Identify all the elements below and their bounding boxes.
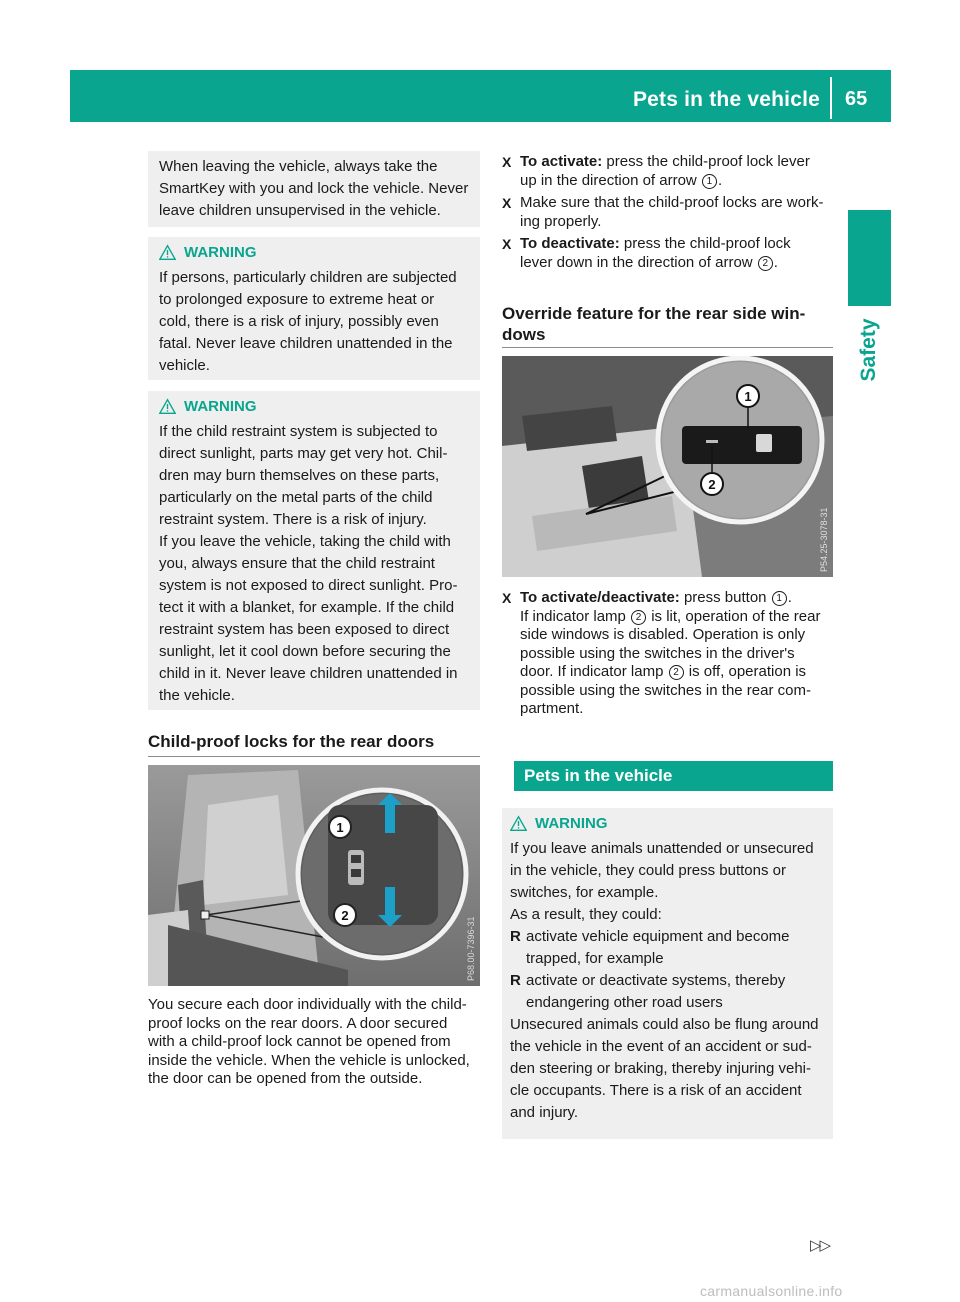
svg-text:2: 2 [708, 477, 716, 492]
continued-icon: ▷▷ [810, 1237, 830, 1254]
svg-text:2: 2 [341, 908, 349, 923]
warning-line: switches, for example. [510, 884, 659, 901]
warning-line: in the vehicle, they could press buttons or [510, 862, 786, 879]
warning-line: dren may burn themselves on these parts, [159, 467, 440, 484]
warning-line: child in it. Never leave children unattended in [159, 665, 458, 682]
warning-line: den steering or braking, thereby injuring vehi- [510, 1060, 812, 1077]
step-marker: X [502, 236, 512, 252]
callout-1: 1 [772, 591, 787, 606]
step-marker: X [502, 590, 512, 606]
warning-line: the vehicle in the event of an accident or sud- [510, 1038, 812, 1055]
step-activate: X To activate: press the child-proof lock lever up in the direction of arrow 1 . [502, 153, 810, 189]
header-divider [830, 77, 832, 119]
warning-line: Unsecured animals could also be flung around [510, 1016, 819, 1033]
step-marker: X [502, 154, 512, 170]
body-line: inside the vehicle. When the vehicle is unlocked, [148, 1051, 470, 1069]
note-line: When leaving the vehicle, always take the [159, 158, 438, 175]
step-marker: X [502, 195, 512, 211]
warning-line: If persons, particularly children are subjected [159, 269, 457, 286]
warning-line: sunlight, let it cool down before securing the [159, 643, 451, 660]
warning-line: restraint system. There is a risk of injury. [159, 511, 427, 528]
section-rule [148, 756, 480, 757]
warning-line: direct sunlight, parts may get very hot. Chil- [159, 445, 448, 462]
body-line: the door can be opened from the outside. [148, 1070, 423, 1087]
warning-line: and injury. [510, 1104, 579, 1121]
warning-line: tect it with a blanket, for example. If the child [159, 599, 455, 616]
warning-line: vehicle. [159, 357, 210, 374]
warning-heading: WARNING [510, 812, 830, 834]
warning-box-pets [502, 808, 833, 1139]
warning-triangle-icon [510, 815, 527, 832]
callout-1: 1 [702, 174, 717, 189]
page-number: 65 [845, 88, 868, 110]
warning-box-heat [148, 237, 480, 380]
warning-line: fatal. Never leave children unattended in the [159, 335, 453, 352]
warning-line: cle occupants. There is a risk of an accident [510, 1082, 802, 1099]
side-tab-label: Safety [857, 318, 880, 382]
note-box [148, 151, 480, 227]
warning-line: system is not exposed to direct sunlight. Pro- [159, 577, 458, 594]
svg-text:1: 1 [336, 820, 344, 835]
warning-line: you, always ensure that the child restraint [159, 555, 435, 572]
warning-triangle-icon [159, 398, 176, 415]
side-tab-block [848, 210, 891, 306]
warning-line: restraint system has been exposed to direct [159, 621, 450, 638]
watermark: carmanualsonline.info [700, 1283, 843, 1299]
child-lock-description [148, 996, 483, 1089]
note-line: leave children unsupervised in the vehicle. [159, 202, 441, 219]
warning-line: to prolonged exposure to extreme heat or [159, 291, 435, 308]
body-line: You secure each door individually with the child- [148, 996, 467, 1013]
warning-line: As a result, they could: [510, 906, 662, 923]
warning-line: the vehicle. [159, 687, 235, 704]
warning-line: If you leave the vehicle, taking the child with [159, 533, 451, 550]
warning-line: cold, there is a risk of injury, possibly even [159, 313, 439, 330]
pets-section-heading: Pets in the vehicle [514, 761, 833, 791]
step-deactivate: X To deactivate: press the child-proof lock lever down in the direction of arrow 2 . [502, 235, 791, 271]
list-item: R activate vehicle equipment and become trapped, for example [510, 928, 790, 967]
warning-line: particularly on the metal parts of the child [159, 489, 433, 506]
window-override-illustration [502, 356, 833, 577]
section-title-child-locks: Child-proof locks for the rear doors [148, 732, 435, 751]
callout-2: 2 [669, 665, 684, 680]
page-title: Pets in the vehicle [632, 88, 820, 111]
svg-text:1: 1 [744, 389, 752, 404]
list-item: R activate or deactivate systems, thereby endangering other road users [510, 972, 786, 1011]
callout-2: 2 [758, 256, 773, 271]
child-lock-steps [502, 153, 837, 272]
image-code: P68.00-7396-31 [466, 916, 476, 981]
note-line: SmartKey with you and lock the vehicle. Never [159, 180, 469, 197]
image-code: P54.25-3078-31 [819, 507, 829, 572]
child-lock-illustration [148, 765, 480, 986]
step-check: X Make sure that the child-proof locks are work- ing properly. [502, 194, 824, 230]
warning-heading: WARNING [159, 241, 457, 263]
section-rule [502, 347, 833, 348]
section-title-override: Override feature for the rear side win- dows [502, 304, 806, 344]
warning-triangle-icon [159, 244, 176, 261]
body-line: proof locks on the rear doors. A door secured [148, 1014, 448, 1032]
warning-heading: WARNING [159, 395, 458, 417]
warning-line: If the child restraint system is subjected to [159, 423, 438, 440]
step-activate-deactivate: X To activate/deactivate: press button 1 . If indicator lamp 2 is lit, operation of the rear side windows is disabled. Operation is only possible using the switches in the driver's door. If indicator lamp 2 is off, operation is possible using the switches in the rear com- partment. [502, 589, 821, 717]
warning-box-sunlight [148, 391, 480, 710]
override-step [502, 589, 837, 719]
warning-line: If you leave animals unattended or unsecured [510, 840, 814, 857]
body-line: with a child-proof lock cannot be opened from [148, 1033, 451, 1050]
callout-2: 2 [631, 610, 646, 625]
